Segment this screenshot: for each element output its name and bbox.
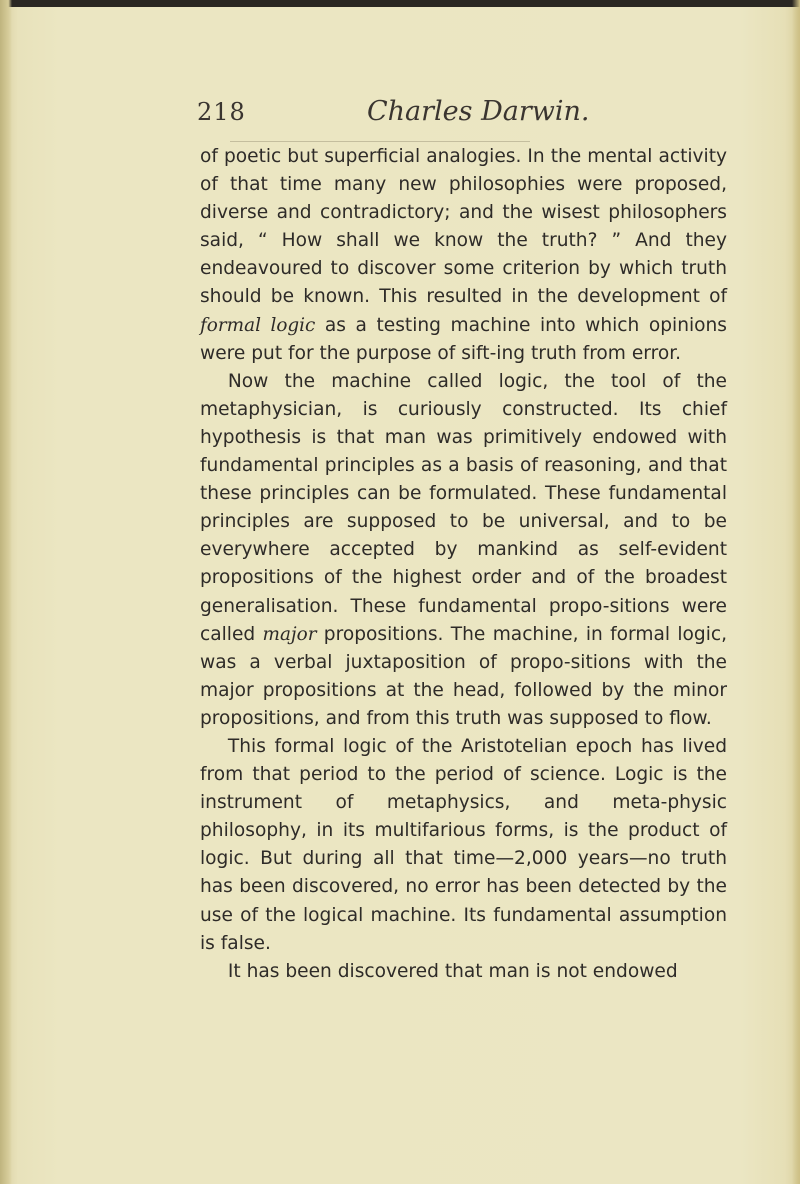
paragraph-2-text-a: Now the machine called logic, the tool of the metaphysician, is curiously constructed. Its chief hypothesis is that man was primitively endowed with fundamental principles as a basis of reasoning, and that these principles can be formulated. These fundamental principles are supposed to be universal, and to be everywhere accepted by mankind as self-evident propositions of the highest order and of the broadest generalisation. These fundamental propo-sitions were called <box>200 370 727 645</box>
page-number: 218 <box>197 98 246 126</box>
paragraph-3: This formal logic of the Aristotelian epoch has lived from that period to the period of science. Logic is the instrument of metaphysics, and meta-physic philosophy, in its multifarious forms, is the product of logic. But during all that time—2,000 years—no truth has been discovered, no error has been detected by the use of the logical machine. Its fundamental assumption is false. <box>200 735 727 954</box>
running-title: Charles Darwin. <box>367 96 590 127</box>
page-outer-edge <box>792 0 800 1184</box>
running-head <box>197 96 717 136</box>
paragraph-1-text-a: of poetic but superficial analogies. In the mental activity of that time many new philosophies were proposed, diverse and contradictory; and the wisest philosophers said, “ How shall we know the truth? ” And they endeavoured to discover some criterion by which truth should be known. This resulted in the development of <box>200 146 727 308</box>
page-binding-edge <box>0 0 12 1184</box>
paragraph-2-emphasis: major <box>262 623 317 645</box>
header-rule <box>230 141 530 142</box>
paragraph-1 <box>200 143 727 368</box>
paragraph-2 <box>200 368 727 733</box>
paragraph-1-emphasis: formal logic <box>200 314 316 336</box>
page-top-edge <box>0 0 800 7</box>
paragraph-1-text-b: as a testing machine into which opinions were put for the purpose of sift-ing truth from error. <box>200 314 727 364</box>
paragraph-2-text-b: propositions. The machine, in formal logic, was a verbal juxtaposition of propo-sitions with the major propositions at the head, followed by the minor propositions, and from this truth was supposed to flow. <box>200 623 727 729</box>
body-text <box>200 143 727 986</box>
paragraph-4: It has been discovered that man is not endowed <box>227 960 678 982</box>
